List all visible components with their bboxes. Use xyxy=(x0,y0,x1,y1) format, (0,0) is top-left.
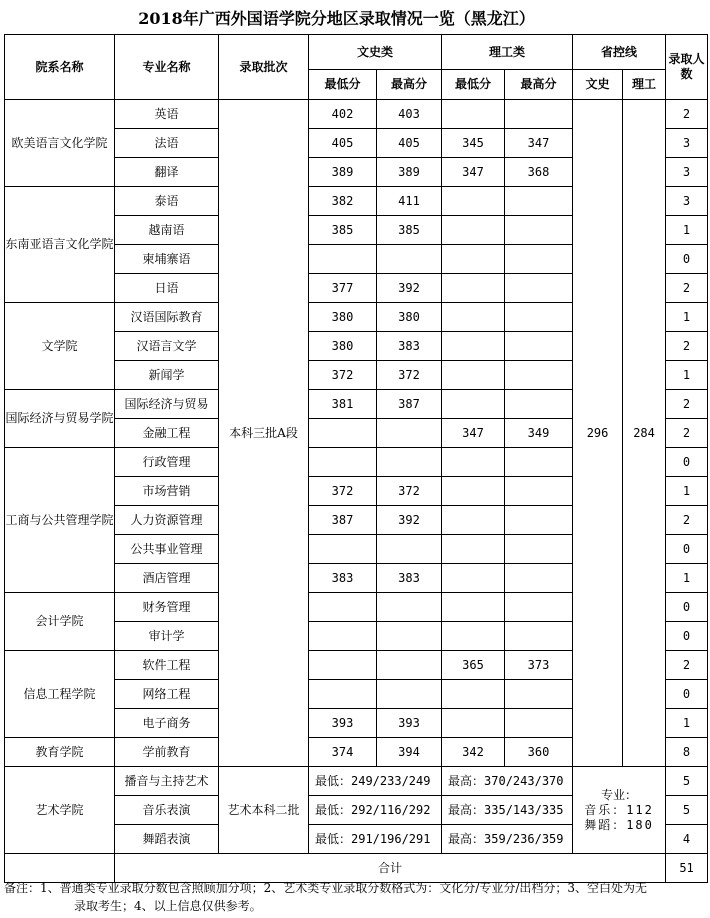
ws-max: 392 xyxy=(377,274,442,303)
college-name: 会计学院 xyxy=(5,593,115,651)
college-name: 国际经济与贸易学院 xyxy=(5,390,115,448)
ws-max: 383 xyxy=(377,564,442,593)
admitted-count: 1 xyxy=(666,361,708,390)
batch-art: 艺术本科二批 xyxy=(219,767,309,854)
ws-min: 377 xyxy=(309,274,377,303)
college-name: 信息工程学院 xyxy=(5,651,115,738)
ws-max: 394 xyxy=(377,738,442,767)
lg-max xyxy=(505,622,573,651)
total-label: 合计 xyxy=(115,854,666,883)
art-min-scores: 最低：291/196/291 xyxy=(309,825,442,854)
lg-min xyxy=(442,506,505,535)
major-name: 翻译 xyxy=(115,158,219,187)
footnote xyxy=(4,879,707,915)
ws-max xyxy=(377,419,442,448)
major-name: 音乐表演 xyxy=(115,796,219,825)
table-row xyxy=(5,100,708,129)
ws-max: 411 xyxy=(377,187,442,216)
art-max-scores: 最高：370/243/370 xyxy=(442,767,573,796)
admitted-count: 1 xyxy=(666,216,708,245)
ws-min: 382 xyxy=(309,187,377,216)
admitted-count: 2 xyxy=(666,419,708,448)
admitted-count: 3 xyxy=(666,129,708,158)
ws-max: 383 xyxy=(377,332,442,361)
lg-max xyxy=(505,535,573,564)
admitted-count: 2 xyxy=(666,274,708,303)
art-min-scores: 最低：292/116/292 xyxy=(309,796,442,825)
ws-max xyxy=(377,593,442,622)
header-prov-ligong: 理工 xyxy=(623,70,666,100)
major-name: 网络工程 xyxy=(115,680,219,709)
lg-min: 342 xyxy=(442,738,505,767)
ws-min xyxy=(309,448,377,477)
admitted-count: 0 xyxy=(666,680,708,709)
major-name: 柬埔寨语 xyxy=(115,245,219,274)
ws-max: 380 xyxy=(377,303,442,332)
footnote-line-1: 备注：1、普通类专业录取分数包含照顾加分项；2、艺术类专业录取分数格式为：文化分/专业分/出档分；3、空白处为无 xyxy=(4,881,647,895)
ws-min: 385 xyxy=(309,216,377,245)
lg-max xyxy=(505,274,573,303)
major-name: 行政管理 xyxy=(115,448,219,477)
ws-min: 372 xyxy=(309,477,377,506)
lg-max xyxy=(505,390,573,419)
lg-min xyxy=(442,709,505,738)
lg-max: 368 xyxy=(505,158,573,187)
header-admitted: 录取人数 xyxy=(666,35,708,100)
footnote-line-2: 录取考生；4、以上信息仅供参考。 xyxy=(74,899,262,913)
admitted-count: 1 xyxy=(666,477,708,506)
art-provincial-line xyxy=(573,767,666,854)
lg-min xyxy=(442,622,505,651)
lg-max xyxy=(505,245,573,274)
admitted-count: 4 xyxy=(666,825,708,854)
header-wenshi: 文史类 xyxy=(309,35,442,70)
ws-max xyxy=(377,622,442,651)
major-name: 金融工程 xyxy=(115,419,219,448)
lg-max xyxy=(505,303,573,332)
ws-max: 393 xyxy=(377,709,442,738)
admitted-count: 1 xyxy=(666,564,708,593)
admitted-count: 2 xyxy=(666,390,708,419)
ws-min: 383 xyxy=(309,564,377,593)
major-name: 泰语 xyxy=(115,187,219,216)
lg-min: 365 xyxy=(442,651,505,680)
lg-min xyxy=(442,187,505,216)
major-name: 法语 xyxy=(115,129,219,158)
lg-max: 373 xyxy=(505,651,573,680)
lg-min xyxy=(442,477,505,506)
admitted-count: 0 xyxy=(666,622,708,651)
ws-max xyxy=(377,448,442,477)
major-name: 财务管理 xyxy=(115,593,219,622)
ws-max: 372 xyxy=(377,361,442,390)
lg-max xyxy=(505,709,573,738)
lg-min xyxy=(442,216,505,245)
header-ws-min: 最低分 xyxy=(309,70,377,100)
ws-min: 374 xyxy=(309,738,377,767)
major-name: 软件工程 xyxy=(115,651,219,680)
major-name: 酒店管理 xyxy=(115,564,219,593)
art-max-scores: 最高：335/143/335 xyxy=(442,796,573,825)
ws-min: 372 xyxy=(309,361,377,390)
major-name: 人力资源管理 xyxy=(115,506,219,535)
lg-max xyxy=(505,506,573,535)
lg-max xyxy=(505,216,573,245)
admitted-count: 0 xyxy=(666,535,708,564)
major-name: 新闻学 xyxy=(115,361,219,390)
admitted-count: 5 xyxy=(666,796,708,825)
ws-min: 402 xyxy=(309,100,377,129)
lg-min xyxy=(442,332,505,361)
total-value: 51 xyxy=(666,854,708,883)
lg-min xyxy=(442,390,505,419)
admitted-count: 2 xyxy=(666,506,708,535)
lg-min xyxy=(442,303,505,332)
admitted-count: 0 xyxy=(666,245,708,274)
major-name: 日语 xyxy=(115,274,219,303)
header-ws-max: 最高分 xyxy=(377,70,442,100)
major-name: 汉语言文学 xyxy=(115,332,219,361)
lg-min xyxy=(442,245,505,274)
ws-min xyxy=(309,593,377,622)
major-name: 国际经济与贸易 xyxy=(115,390,219,419)
admitted-count: 3 xyxy=(666,187,708,216)
ws-min xyxy=(309,535,377,564)
art-prov-dance: 舞蹈：180 xyxy=(584,817,654,832)
table-row xyxy=(5,767,708,796)
college-name: 教育学院 xyxy=(5,738,115,767)
ws-max: 387 xyxy=(377,390,442,419)
header-major: 专业名称 xyxy=(115,35,219,100)
ws-min: 405 xyxy=(309,129,377,158)
admitted-count: 1 xyxy=(666,303,708,332)
header-college: 院系名称 xyxy=(5,35,115,100)
ws-min: 380 xyxy=(309,303,377,332)
major-name: 审计学 xyxy=(115,622,219,651)
lg-max xyxy=(505,187,573,216)
ws-min: 387 xyxy=(309,506,377,535)
major-name: 舞蹈表演 xyxy=(115,825,219,854)
ws-min: 381 xyxy=(309,390,377,419)
lg-max xyxy=(505,361,573,390)
lg-max: 349 xyxy=(505,419,573,448)
major-name: 播音与主持艺术 xyxy=(115,767,219,796)
admitted-count: 0 xyxy=(666,448,708,477)
ws-max: 405 xyxy=(377,129,442,158)
lg-min xyxy=(442,361,505,390)
page-title: 2018年广西外国语学院分地区录取情况一览（黑龙江） xyxy=(138,9,535,28)
lg-min xyxy=(442,680,505,709)
header-lg-min: 最低分 xyxy=(442,70,505,100)
lg-max xyxy=(505,100,573,129)
ws-max xyxy=(377,651,442,680)
admitted-count: 2 xyxy=(666,100,708,129)
ws-max xyxy=(377,680,442,709)
college-name: 艺术学院 xyxy=(5,767,115,854)
college-name: 欧美语言文化学院 xyxy=(5,100,115,187)
major-name: 公共事业管理 xyxy=(115,535,219,564)
college-name: 工商与公共管理学院 xyxy=(5,448,115,593)
header-provincial: 省控线 xyxy=(573,35,666,70)
admitted-count: 1 xyxy=(666,709,708,738)
ws-max xyxy=(377,245,442,274)
admitted-count: 8 xyxy=(666,738,708,767)
ws-max: 392 xyxy=(377,506,442,535)
ws-min xyxy=(309,680,377,709)
lg-min xyxy=(442,274,505,303)
ws-max: 385 xyxy=(377,216,442,245)
lg-max xyxy=(505,593,573,622)
lg-max xyxy=(505,564,573,593)
lg-max xyxy=(505,448,573,477)
batch-main: 本科三批A段 xyxy=(219,100,309,767)
lg-max: 360 xyxy=(505,738,573,767)
ws-min: 380 xyxy=(309,332,377,361)
major-name: 市场营销 xyxy=(115,477,219,506)
art-prov-label: 专业： xyxy=(601,787,638,802)
admitted-count: 2 xyxy=(666,332,708,361)
lg-min xyxy=(442,100,505,129)
major-name: 越南语 xyxy=(115,216,219,245)
lg-min xyxy=(442,535,505,564)
ws-min xyxy=(309,419,377,448)
major-name: 汉语国际教育 xyxy=(115,303,219,332)
lg-min: 345 xyxy=(442,129,505,158)
lg-max xyxy=(505,332,573,361)
lg-min xyxy=(442,448,505,477)
admitted-count: 0 xyxy=(666,593,708,622)
lg-max: 347 xyxy=(505,129,573,158)
art-min-scores: 最低：249/233/249 xyxy=(309,767,442,796)
major-name: 学前教育 xyxy=(115,738,219,767)
ws-min: 389 xyxy=(309,158,377,187)
lg-min xyxy=(442,564,505,593)
major-name: 英语 xyxy=(115,100,219,129)
ws-max: 372 xyxy=(377,477,442,506)
admitted-count: 5 xyxy=(666,767,708,796)
lg-min: 347 xyxy=(442,158,505,187)
header-lg-max: 最高分 xyxy=(505,70,573,100)
ws-min: 393 xyxy=(309,709,377,738)
ws-max: 403 xyxy=(377,100,442,129)
college-name: 文学院 xyxy=(5,303,115,390)
major-name: 电子商务 xyxy=(115,709,219,738)
ws-max xyxy=(377,535,442,564)
admitted-count: 2 xyxy=(666,651,708,680)
lg-max xyxy=(505,680,573,709)
ws-min xyxy=(309,245,377,274)
ws-min xyxy=(309,651,377,680)
ws-max: 389 xyxy=(377,158,442,187)
college-name: 东南亚语言文化学院 xyxy=(5,187,115,303)
admitted-count: 3 xyxy=(666,158,708,187)
prov-ligong-value: 284 xyxy=(623,100,666,767)
lg-min: 347 xyxy=(442,419,505,448)
prov-wenshi-value: 296 xyxy=(573,100,623,767)
header-prov-wenshi: 文史 xyxy=(573,70,623,100)
art-prov-music: 音乐：112 xyxy=(584,802,654,817)
art-max-scores: 最高：359/236/359 xyxy=(442,825,573,854)
admission-table xyxy=(4,34,708,883)
ws-min xyxy=(309,622,377,651)
header-ligong: 理工类 xyxy=(442,35,573,70)
lg-max xyxy=(505,477,573,506)
lg-min xyxy=(442,593,505,622)
header-batch: 录取批次 xyxy=(219,35,309,100)
